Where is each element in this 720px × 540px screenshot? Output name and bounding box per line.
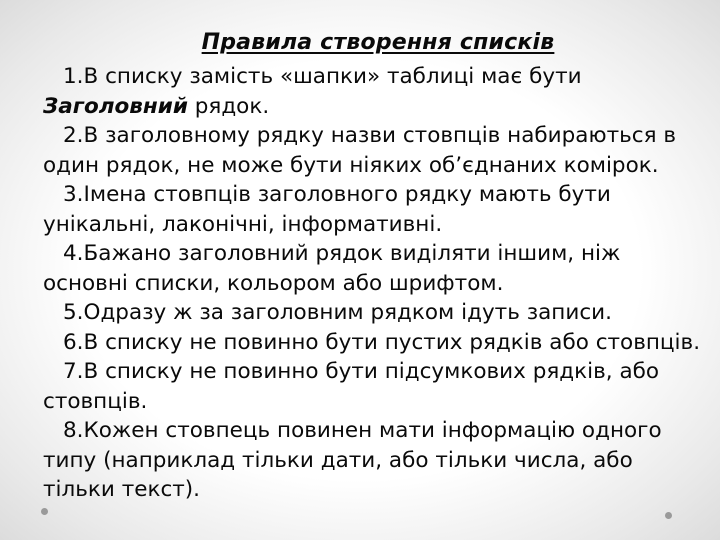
rule-item-8 xyxy=(43,416,708,505)
rule-text: В заголовному рядку назви стовпців набираються в один рядок, не може бути ніяких об’єднаних комірок. xyxy=(43,123,677,178)
rule-text: В списку не повинно бути підсумкових рядків, або стовпців. xyxy=(43,359,660,414)
decorative-dot-icon xyxy=(41,508,48,515)
rule-number: 5. xyxy=(63,300,84,325)
rule-text: В списку замість «шапки» таблиці має бути xyxy=(83,64,582,89)
rule-text: Кожен стовпець повинен мати інформацію одного типу (наприклад тільки дати, або тільки числа, або тільки текст). xyxy=(43,418,662,502)
rule-text: рядок. xyxy=(187,93,270,119)
rule-item-6 xyxy=(43,328,708,358)
slide-title: Правила створення списків xyxy=(201,30,555,55)
rule-text: Імена стовпців заголовного рядку мають бути унікальні, лаконічні, інформативні. xyxy=(43,182,611,237)
rule-emphasis: Заголовний xyxy=(43,93,188,119)
rule-number: 7. xyxy=(63,359,84,384)
decorative-dot-icon xyxy=(665,512,672,519)
rule-text: Бажано заголовний рядок виділяти іншим, ніж основні списки, кольором або шрифтом. xyxy=(43,241,621,296)
rule-number: 2. xyxy=(63,123,84,148)
rule-number: 4. xyxy=(63,241,84,266)
rule-item-4 xyxy=(43,239,708,298)
rule-number: 6. xyxy=(63,329,84,355)
rule-number: 8. xyxy=(63,418,84,443)
rule-item-5 xyxy=(43,298,708,328)
rule-item-7 xyxy=(43,357,708,416)
rule-item-2 xyxy=(43,121,708,180)
rule-number: 3. xyxy=(63,182,84,207)
rule-text: Одразу ж за заголовним рядком ідуть записи. xyxy=(83,300,612,325)
rule-text: В списку не повинно бути пустих рядків або стовпців. xyxy=(83,329,701,355)
rule-item-3 xyxy=(43,180,708,239)
rule-item-1 xyxy=(43,62,708,121)
rules-list xyxy=(43,62,708,505)
rule-number: 1. xyxy=(63,64,84,89)
